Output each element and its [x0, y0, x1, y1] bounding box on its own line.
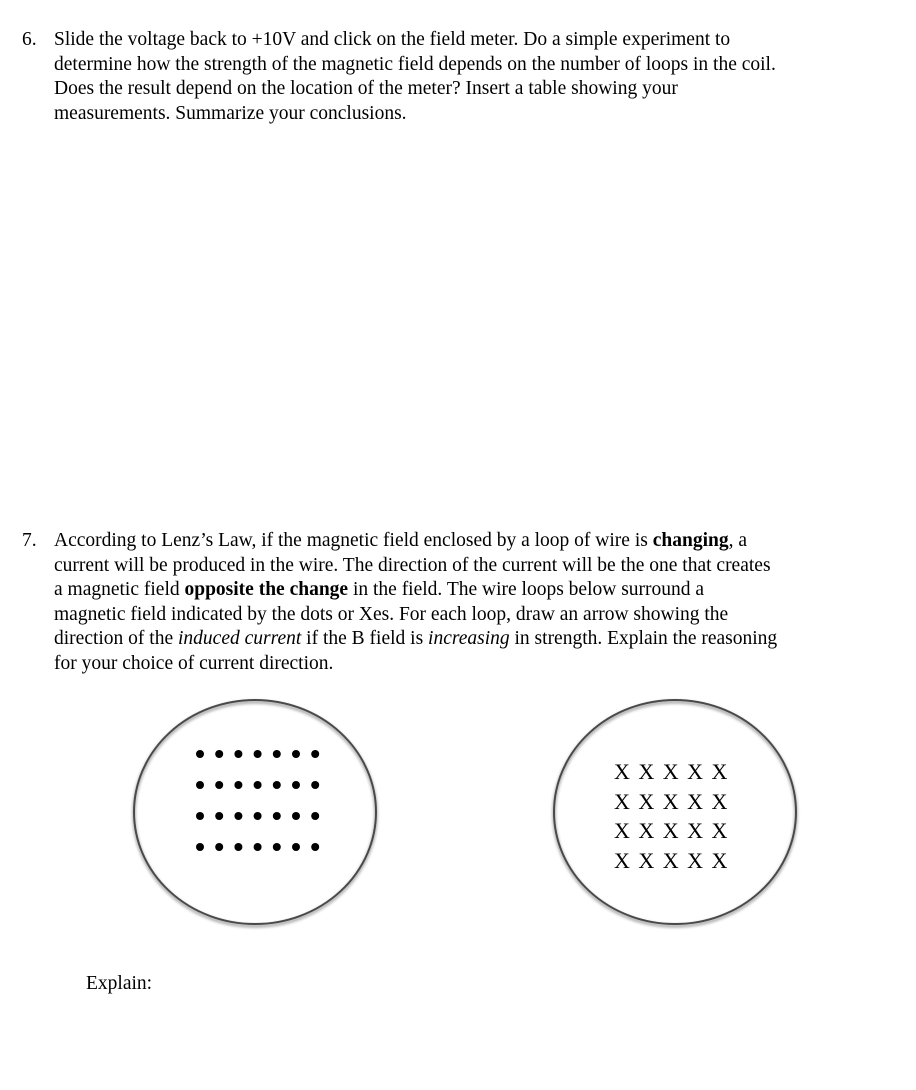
field-dot	[311, 812, 319, 820]
line-1-text-a: According to Lenz’s Law, if the magnetic field enclosed by a loop of wire is	[54, 530, 653, 551]
field-dot	[254, 781, 262, 789]
question-6-line-4: measurements. Summarize your conclusions.	[54, 102, 407, 124]
field-dot	[273, 812, 281, 820]
field-dot	[215, 781, 223, 789]
line-5-text-a: direction of the	[54, 628, 178, 649]
x-row-1: X X X X X	[614, 759, 729, 784]
field-dot	[311, 781, 319, 789]
keyword-changing: changing	[652, 530, 729, 551]
field-dot	[234, 843, 242, 851]
explain-label: Explain:	[86, 973, 153, 994]
question-7-number: 7.	[22, 530, 37, 551]
field-dot	[254, 750, 262, 758]
field-dot	[234, 781, 242, 789]
question-7-line-2: current will be produced in the wire. The direction of the current will be the one that creates	[54, 554, 771, 576]
field-dot	[196, 781, 204, 789]
keyword-opposite-the-change: opposite the change	[184, 579, 349, 600]
keyword-induced-current: induced current	[178, 628, 302, 649]
field-dot	[196, 843, 204, 851]
field-dot	[215, 812, 223, 820]
field-dot	[196, 812, 204, 820]
field-dots-out-of-page	[196, 750, 319, 851]
question-6-line-2: determine how the strength of the magnetic field depends on the number of loops in the coil.	[54, 53, 776, 75]
x-row-4: X X X X X	[614, 847, 729, 873]
wire-loop-left	[134, 700, 376, 924]
line-3-text-b: in the field. The wire loops below surround a	[348, 579, 705, 600]
field-dot	[292, 812, 300, 820]
field-dot	[234, 750, 242, 758]
question-6-line-1: Slide the voltage back to +10V and click on the field meter. Do a simple experiment to	[54, 29, 731, 50]
field-dot	[254, 812, 262, 820]
field-dot	[273, 781, 281, 789]
field-dot	[215, 750, 223, 758]
field-dot	[292, 843, 300, 851]
field-dot	[215, 843, 223, 851]
line-5-text-c: in strength. Explain the reasoning	[509, 628, 778, 649]
question-7-line-6: for your choice of current direction.	[54, 652, 334, 674]
line-3-text-a: a magnetic field	[54, 579, 185, 600]
line-1-text-b: , a	[728, 530, 747, 551]
field-dot	[292, 750, 300, 758]
field-dot	[254, 843, 262, 851]
field-dot	[234, 812, 242, 820]
question-7-line-4: magnetic field indicated by the dots or Xes. For each loop, draw an arrow showing the	[54, 603, 729, 625]
x-row-3: X X X X X	[614, 818, 729, 843]
field-dot	[196, 750, 204, 758]
line-5-text-b: if the B field is	[301, 628, 429, 649]
question-6-line-3: Does the result depend on the location of the meter? Insert a table showing your	[54, 78, 678, 99]
field-dot	[273, 843, 281, 851]
question-6-number: 6.	[22, 29, 37, 50]
keyword-increasing: increasing	[428, 628, 510, 649]
field-dot	[273, 750, 281, 758]
field-dot	[311, 843, 319, 851]
field-dot	[292, 781, 300, 789]
field-xes-into-page	[614, 757, 729, 875]
field-dot	[311, 750, 319, 758]
x-row-2: X X X X X	[614, 788, 729, 814]
